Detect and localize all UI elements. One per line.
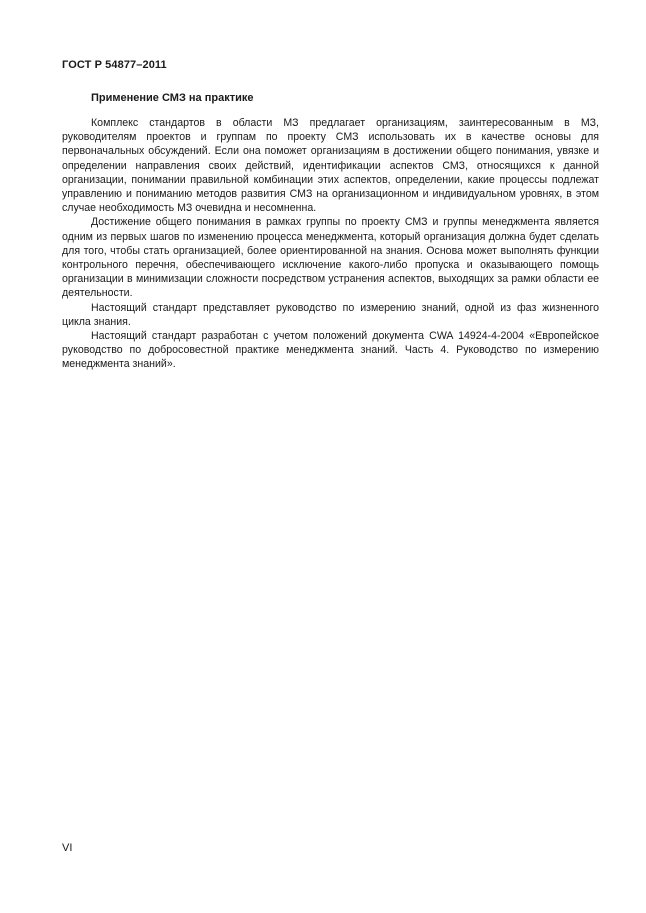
body-text bbox=[62, 116, 599, 372]
page-number: VI bbox=[62, 842, 73, 854]
standard-identifier: ГОСТ Р 54877–2011 bbox=[62, 59, 167, 71]
paragraph: Комплекс стандартов в области МЗ предлагает организациям, заинтересованным в МЗ, руководителям проектов и группам по проекту СМЗ использовать их в качестве основы для первоначальных обсуждений. Если она поможет организациям в достижении общего понимания, увязке и определении направления своих действий, идентификации аспектов СМЗ, относящихся к данной организации, понимании правильной комбинации этих аспектов, определении, какие процессы подлежат управлению и пониманию методов развития СМЗ на организационном и индивидуальном уровнях, в этом случае необходимость МЗ очевидна и несомненна. bbox=[62, 117, 599, 215]
section-title: Применение СМЗ на практике bbox=[91, 92, 254, 104]
paragraph: Настоящий стандарт представляет руководство по измерению знаний, одной из фаз жизненного цикла знания. bbox=[62, 301, 599, 328]
paragraph: Настоящий стандарт разработан с учетом положений документа CWA 14924-4-2004 «Европейское руководство по добросовестной практике менеджмента знаний. Часть 4. Руководство по измерению менеджмента знаний». bbox=[62, 330, 599, 371]
paragraph: Достижение общего понимания в рамках группы по проекту СМЗ и группы менеджмента является одним из первых шагов по изменению процесса менеджмента, который организация должна будет сделать для того, чтобы стать организацией, более ориентированной на знания. Основа может выполнять функции контрольного перечня, обеспечивающего исключение какого-либо пропуска и оказывающего помощь организации в минимизации сложности посредством устранения аспектов, выходящих за рамки области ее деятельности. bbox=[62, 216, 599, 300]
